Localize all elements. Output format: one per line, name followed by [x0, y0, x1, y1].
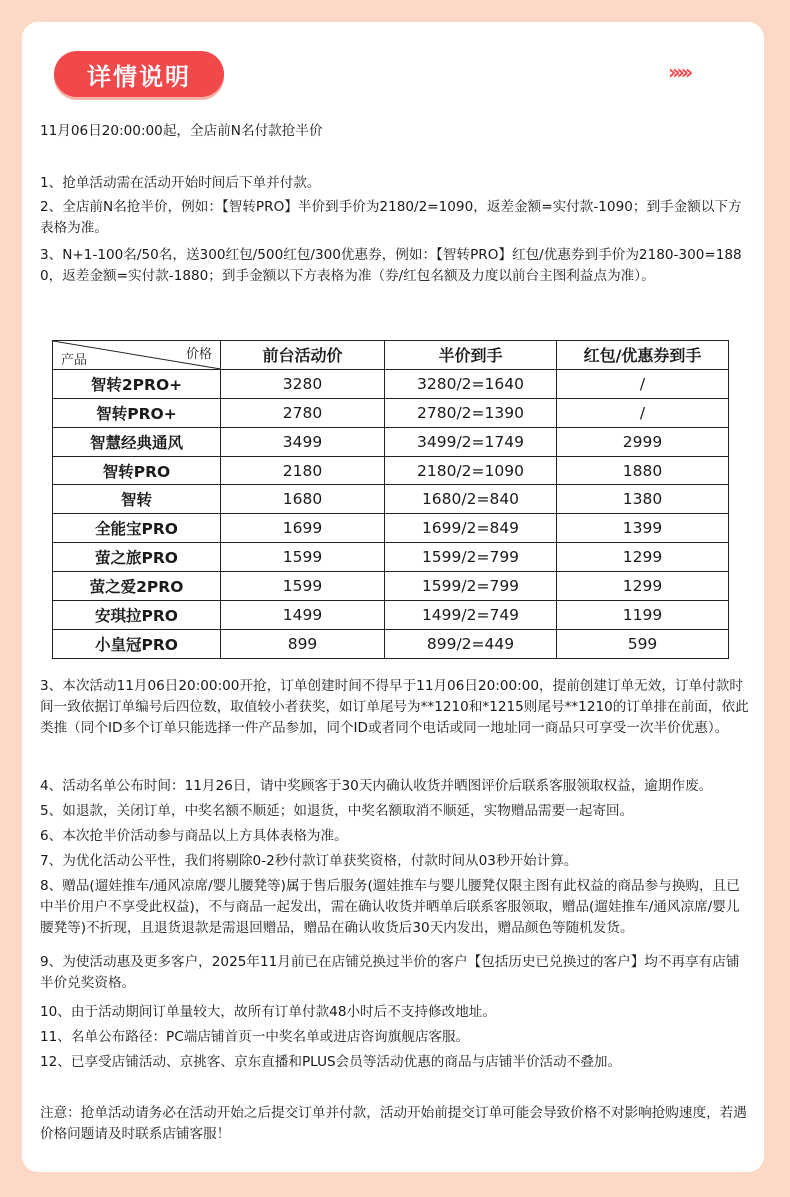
product-name: 智转 [53, 485, 221, 514]
half-price: 1699/2=849 [385, 514, 557, 543]
table-row [53, 601, 729, 630]
section-title: 详情说明 [54, 51, 224, 97]
rule-b6: 6、本次抢半价活动参与商品以上方具体表格为准。 [40, 828, 348, 844]
corner-price-label: 价格 [185, 347, 212, 362]
product-name: 智慧经典通风 [53, 427, 221, 456]
table-row [53, 456, 729, 485]
half-price: 1499/2=749 [385, 601, 557, 630]
table-row [53, 369, 729, 398]
coupon-price: 2999 [557, 427, 729, 456]
half-price: 1599/2=799 [385, 543, 557, 572]
list-price: 1499 [221, 601, 385, 630]
coupon-price: 1199 [557, 601, 729, 630]
coupon-price: 599 [557, 629, 729, 658]
list-price: 1599 [221, 572, 385, 601]
half-price: 1599/2=799 [385, 572, 557, 601]
table-row [53, 514, 729, 543]
product-name: 全能宝PRO [53, 514, 221, 543]
corner-header-cell [53, 341, 221, 370]
chevron-decoration-icon: ››››› [668, 60, 690, 84]
product-name: 智转2PRO+ [53, 369, 221, 398]
product-name: 萤之爱2PRO [53, 572, 221, 601]
half-price: 3280/2=1640 [385, 369, 557, 398]
rule-3: 3、N+1-100名/50名，送300红包/500红包/300优惠券，例如：【智转PRO】红包/优惠券到手价为2180-300=1880，返差金额=实付款-1880；到手金额以下方表格为准（券/红包名额及力度以前台主图利益点为准）。 [40, 247, 742, 284]
product-name: 萤之旅PRO [53, 543, 221, 572]
rule-b3: 3、本次活动11月06日20:00:00开抢，订单创建时间不得早于11月06日20:00:00，提前创建订单无效，订单付款时间一致依据订单编号后四位数，取值较小者获奖，如订单尾号为**1210和*1215则尾号**1210的订单排在前面，依此类推（同个ID多个订单只能选择一件产品参加，同个ID或者同个电话或同一地址同一商品只可享受一次半价优惠）。 [40, 678, 749, 736]
half-price: 3499/2=1749 [385, 427, 557, 456]
list-price: 3280 [221, 369, 385, 398]
coupon-price: 1380 [557, 485, 729, 514]
price-table [52, 340, 729, 659]
header-price: 前台活动价 [221, 341, 385, 370]
list-price: 2780 [221, 398, 385, 427]
half-price: 899/2=449 [385, 629, 557, 658]
intro-text: 11月06日20:00:00起，全店前N名付款抢半价 [40, 123, 323, 139]
rule-b7: 7、为优化活动公平性，我们将剔除0-2秒付款订单获奖资格，付款时间从03秒开始计算。 [40, 853, 578, 869]
rule-2: 2、全店前N名抢半价，例如：【智转PRO】半价到手价为2180/2=1090，返差金额=实付款-1090；到手金额以下方表格为准。 [40, 199, 742, 236]
rule-b10: 10、由于活动期间订单量较大，故所有订单付款48小时后不支持修改地址。 [40, 1004, 496, 1020]
table-row [53, 485, 729, 514]
corner-product-label: 产品 [61, 352, 88, 368]
coupon-price: 1880 [557, 456, 729, 485]
coupon-price: 1299 [557, 543, 729, 572]
half-price: 2780/2=1390 [385, 398, 557, 427]
table-header-row [53, 341, 729, 370]
list-price: 1699 [221, 514, 385, 543]
list-price: 2180 [221, 456, 385, 485]
coupon-price: / [557, 369, 729, 398]
table-row [53, 427, 729, 456]
list-price: 899 [221, 629, 385, 658]
header-half: 半价到手 [385, 341, 557, 370]
half-price: 1680/2=840 [385, 485, 557, 514]
product-name: 智转PRO [53, 456, 221, 485]
rule-b9: 9、为使活动惠及更多客户，2025年11月前已在店铺兑换过半价的客户【包括历史已兑换过的客户】均不再享有店铺半价兑奖资格。 [40, 954, 740, 991]
table-row [53, 572, 729, 601]
list-price: 1680 [221, 485, 385, 514]
table-row [53, 629, 729, 658]
list-price: 3499 [221, 427, 385, 456]
notice-text: 注意：抢单活动请务必在活动开始之后提交订单并付款，活动开始前提交订单可能会导致价格不对影响抢购速度，若遇价格问题请及时联系店铺客服！ [40, 1105, 747, 1142]
rule-1: 1、抢单活动需在活动开始时间后下单并付款。 [40, 175, 321, 191]
coupon-price: 1299 [557, 572, 729, 601]
product-name: 小皇冠PRO [53, 629, 221, 658]
table-row [53, 543, 729, 572]
header-coupon: 红包/优惠券到手 [557, 341, 729, 370]
half-price: 2180/2=1090 [385, 456, 557, 485]
table-row [53, 398, 729, 427]
rule-b5: 5、如退款，关闭订单，中奖名额不顺延；如退货，中奖名额取消不顺延，实物赠品需要一起寄回。 [40, 803, 634, 819]
coupon-price: 1399 [557, 514, 729, 543]
rule-b12: 12、已享受店铺活动、京挑客、京东直播和PLUS会员等活动优惠的商品与店铺半价活动不叠加。 [40, 1054, 622, 1070]
coupon-price: / [557, 398, 729, 427]
rule-b11: 11、名单公布路径：PC端店铺首页一中奖名单或进店咨询旗舰店客服。 [40, 1029, 470, 1045]
rule-b4: 4、活动名单公布时间：11月26日，请中奖顾客于30天内确认收货并晒图评价后联系客服领取权益，逾期作废。 [40, 778, 713, 794]
rule-b8: 8、赠品(遛娃推车/通风凉席/婴儿腰凳等)属于售后服务(遛娃推车与婴儿腰凳仅限主图有此权益的商品参与换购，且已中半价用户不享受此权益)，不与商品一起发出，需在确认收货并晒单后联系客服领取，赠品(遛娃推车/通风凉席/婴儿腰凳等)不折现，且退货退款是需退回赠品，赠品在确认收货后30天内发出，赠品颜色等随机发货。 [40, 878, 740, 936]
list-price: 1599 [221, 543, 385, 572]
product-name: 安琪拉PRO [53, 601, 221, 630]
product-name: 智转PRO+ [53, 398, 221, 427]
